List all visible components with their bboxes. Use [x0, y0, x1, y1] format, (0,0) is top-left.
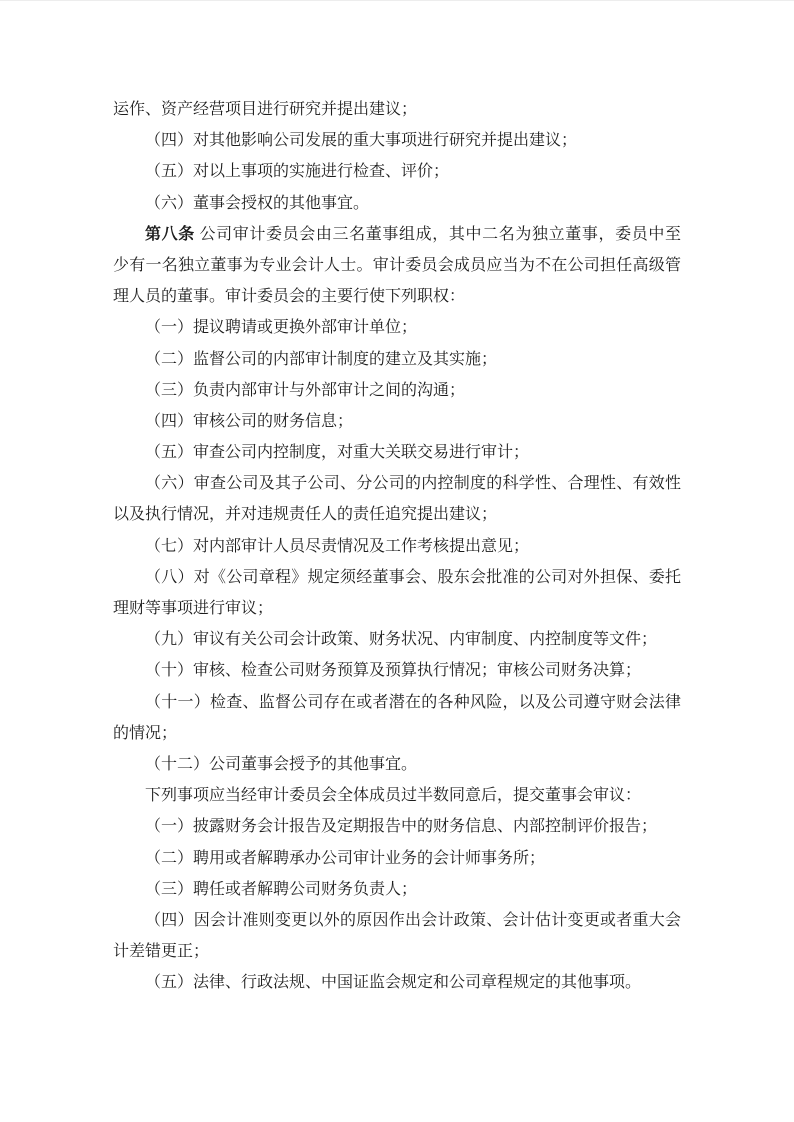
- text-line: 下列事项应当经审计委员会全体成员过半数同意后，提交董事会审议：: [145, 787, 642, 805]
- text-line: 少有一名独立董事为专业会计人士。审计委员会成员应当为不在公司担任高级管: [113, 256, 681, 274]
- text-line: （五）法律、行政法规、中国证监会规定和公司章程规定的其他事项。: [145, 974, 642, 992]
- text-line: （五）对以上事项的实施进行检查、评价；: [145, 163, 450, 181]
- text-line: （十）审核、检查公司财务预算及预算执行情况；审核公司财务决算；: [145, 662, 642, 680]
- text-line: （一）披露财务会计报告及定期报告中的财务信息、内部控制评价报告；: [145, 818, 658, 836]
- text-line: （二）聘用或者解聘承办公司审计业务的会计师事务所；: [145, 849, 546, 867]
- text-line: （四）因会计准则变更以外的原因作出会计政策、会计估计变更或者重大会: [145, 911, 681, 929]
- text-line: （十一）检查、监督公司存在或者潜在的各种风险，以及公司遵守财会法律: [145, 693, 681, 711]
- text-line: （八）对《公司章程》规定须经董事会、股东会批准的公司对外担保、委托: [145, 568, 681, 586]
- document-body: [113, 94, 681, 998]
- text-line: （九）审议有关公司会计政策、财务状况、内审制度、内控制度等文件；: [145, 631, 658, 649]
- text-line: （三）聘任或者解聘公司财务负责人；: [145, 880, 418, 898]
- text-line: （四）审核公司的财务信息；: [145, 412, 354, 430]
- text-line: 运作、资产经营项目进行研究并提出建议；: [113, 101, 418, 118]
- text-line: （一）提议聘请或更换外部审计单位；: [145, 319, 418, 337]
- text-line: （三）负责内部审计与外部审计之间的沟通；: [145, 381, 466, 399]
- article-number: 第八条: [145, 225, 195, 243]
- text-line: （十二）公司董事会授予的其他事宜。: [145, 755, 418, 773]
- text-line: （六）审查公司及其子公司、分公司的内控制度的科学性、合理性、有效性: [145, 475, 681, 493]
- text-line: 理财等事项进行审议；: [113, 600, 274, 617]
- text-line: 计差错更正；: [113, 943, 210, 961]
- text-line: （四）对其他影响公司发展的重大事项进行研究并提出建议；: [145, 132, 578, 150]
- text-line: （六）董事会授权的其他事宜。: [145, 194, 370, 212]
- text-line: （五）审查公司内控制度，对重大关联交易进行审计；: [145, 444, 530, 462]
- text-line: 理人员的董事。审计委员会的主要行使下列职权：: [113, 288, 466, 306]
- text-line: （二）监督公司的内部审计制度的建立及其实施；: [145, 350, 498, 368]
- text-line: 的情况；: [113, 724, 178, 742]
- text-line: 以及执行情况，并对违规责任人的责任追究提出建议；: [113, 506, 498, 524]
- text-line: 第八条 公司审计委员会由三名董事组成，其中二名为独立董事，委员中至: [145, 225, 681, 243]
- text-line: （七）对内部审计人员尽责情况及工作考核提出意见；: [145, 537, 530, 555]
